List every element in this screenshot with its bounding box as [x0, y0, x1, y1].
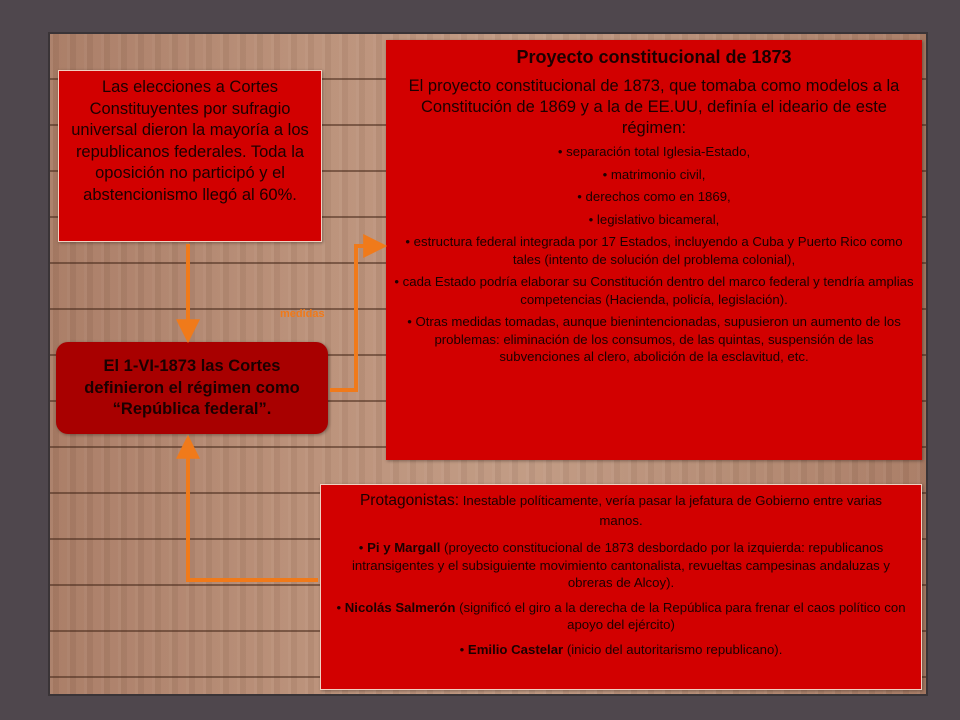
- protagonist-name: Nicolás Salmerón: [344, 599, 456, 615]
- project-item-state-constitution: • cada Estado podría elaborar su Constitución dentro del marco federal y tendría amplias competencias (Hacienda, policía, legislación).: [394, 274, 914, 307]
- protagonists-heading: Protagonistas:: [359, 492, 460, 509]
- connector-arrows: [50, 34, 928, 696]
- protagonist-name: Pi y Margall: [367, 540, 441, 555]
- protagonists-intro: Inestable políticamente, vería pasar la jefatura de Gobierno entre varias manos.: [462, 493, 883, 528]
- elections-text: Las elecciones a Cortes Constituyentes por sufragio universal dieron la mayoría a los republicanos federales. Toda la oposición no participó y el abstencionismo llegó al 60%.: [71, 78, 309, 204]
- protagonist-description: (inicio del autoritarismo republicano).: [566, 641, 783, 657]
- protagonist-item: • Pi y Margall (proyecto constitucional de 1873 desbordado por la izquierda: republicanos intransigentes y el subsiguiente movimiento cantonalista, revueltas campesinas andaluzas y obreras de Alcoy).: [351, 540, 891, 590]
- project-item-separation: • separación total Iglesia-Estado,: [557, 144, 751, 159]
- project-item-bicameral: • legislativo bicameral,: [588, 211, 720, 227]
- protagonist-item: • Emilio Castelar (inicio del autoritarismo republicano).: [459, 641, 783, 657]
- measures-label: medidas: [280, 308, 325, 320]
- project-item-civil-marriage: • matrimonio civil,: [602, 166, 706, 182]
- project-item-other-measures: • Otras medidas tomadas, aunque bienintencionadas, supusieron un aumento de los problemas: eliminación de los consumos, de las quintas, suspensión de las subvenciones al clero, abolición de la esclavitud, etc.: [407, 314, 901, 364]
- protagonist-item: • Nicolás Salmerón (significó el giro a la derecha de la República para frenar el caos político con apoyo del ejército): [336, 599, 906, 632]
- slide: [48, 32, 928, 696]
- protagonist-name: Emilio Castelar: [467, 641, 564, 657]
- project-item-rights: • derechos como en 1869,: [577, 189, 731, 204]
- project-intro: El proyecto constitucional de 1873, que tomaba como modelos a la Constitución de 1869 y a la de EE.UU, definía el ideario de este régimen:: [408, 77, 900, 137]
- protagonist-description: (proyecto constitucional de 1873 desbordado por la izquierda: republicanos intransigentes y el subsiguiente movimiento cantonalista, revueltas campesinas andaluzas y obreras de Alcoy).: [351, 540, 891, 590]
- arrow-regime-to-project: [330, 246, 376, 390]
- arrow-protagonists-to-regime: [188, 446, 318, 580]
- project-title: Proyecto constitucional de 1873: [516, 47, 792, 67]
- project-item-federal-structure: • estructura federal integrada por 17 Estados, incluyendo a Cuba y Puerto Rico como tales (intento de solución del problema colonial),: [405, 234, 903, 267]
- federal-republic-text: El 1-VI-1873 las Cortes definieron el régimen como “República federal”.: [84, 357, 300, 418]
- protagonist-description: (significó el giro a la derecha de la República para frenar el caos político con apoyo del ejército): [459, 599, 906, 632]
